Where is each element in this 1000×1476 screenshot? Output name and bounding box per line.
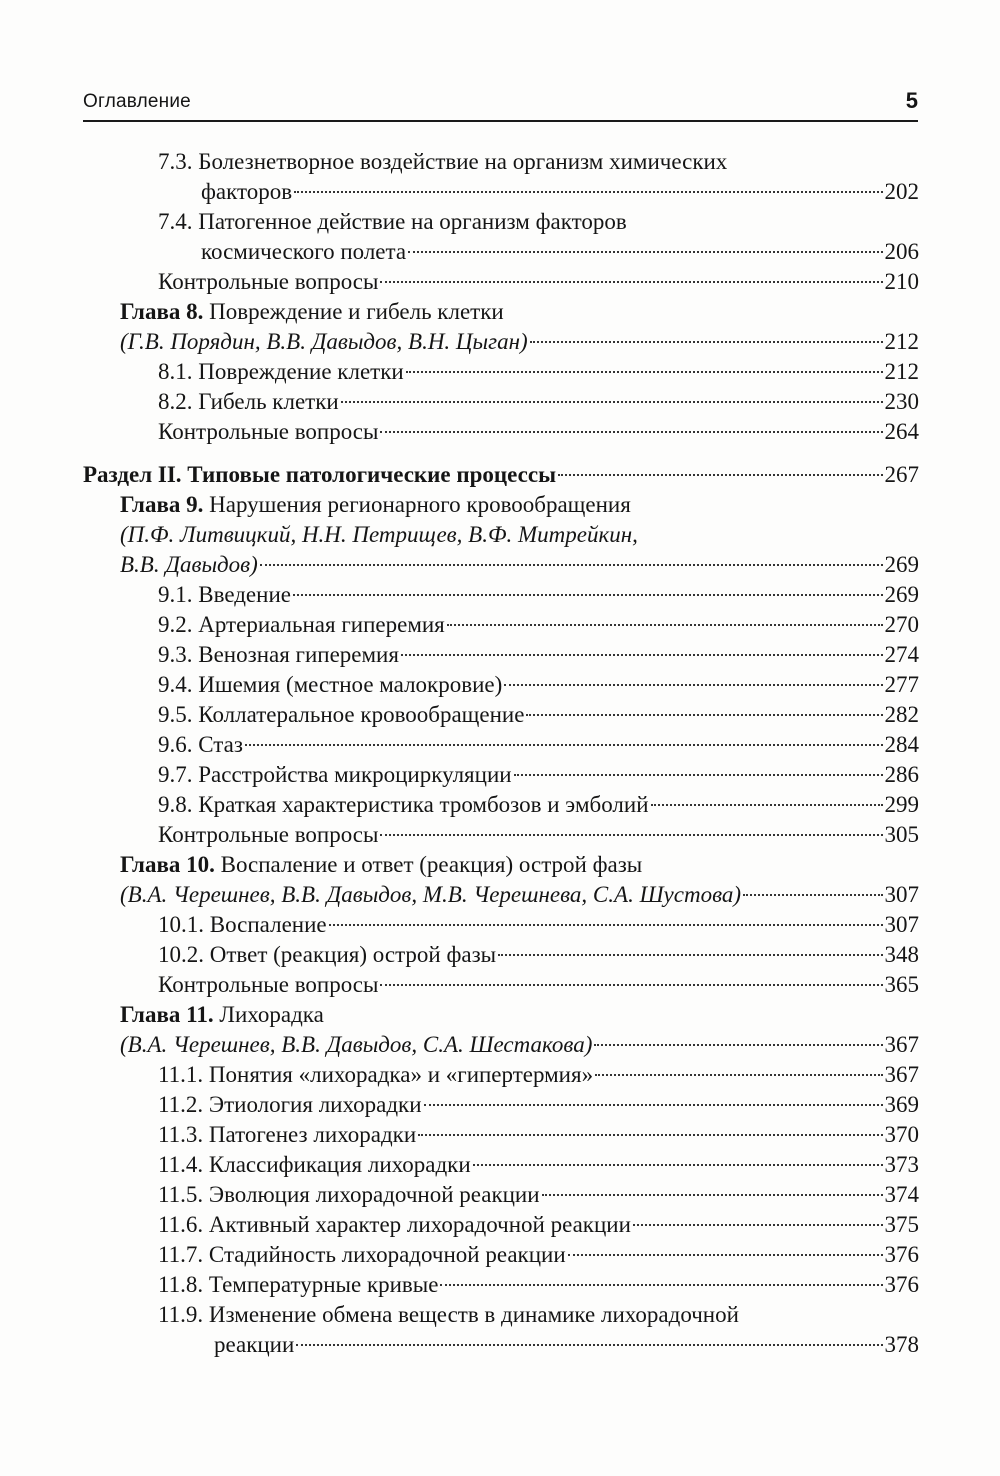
chapter-authors: В.В. Давыдов) bbox=[120, 552, 258, 577]
dot-leader bbox=[245, 744, 883, 746]
chapter-label: Глава 11. bbox=[120, 1002, 214, 1027]
toc-title: реакции bbox=[214, 1332, 295, 1357]
dot-leader bbox=[514, 774, 883, 776]
toc-page: 376 bbox=[884, 1242, 919, 1267]
toc-entry[interactable] bbox=[201, 177, 919, 207]
toc-number: 8.1. bbox=[158, 359, 193, 384]
toc-entry[interactable] bbox=[158, 730, 919, 760]
toc-page: 274 bbox=[884, 642, 919, 667]
toc-page: 369 bbox=[884, 1092, 919, 1117]
toc-number: 9.4. bbox=[158, 672, 193, 697]
toc-page: 299 bbox=[884, 792, 919, 817]
toc-title: Этиология лихорадки bbox=[208, 1092, 422, 1117]
toc-entry[interactable] bbox=[158, 610, 919, 640]
dot-leader bbox=[447, 624, 883, 626]
dot-leader bbox=[401, 654, 883, 656]
toc-number: 11.3. bbox=[158, 1122, 204, 1147]
toc-entry[interactable] bbox=[214, 1330, 919, 1360]
toc-entry[interactable] bbox=[158, 910, 919, 940]
dot-leader bbox=[418, 1134, 882, 1136]
toc-title: Стаз bbox=[198, 732, 243, 757]
toc-title: Артериальная гиперемия bbox=[198, 612, 445, 637]
toc-entry[interactable] bbox=[201, 237, 919, 267]
toc-title: Классификация лихорадки bbox=[208, 1152, 471, 1177]
toc-page: 230 bbox=[884, 389, 919, 414]
toc-page: 202 bbox=[884, 179, 919, 204]
toc-title: Ишемия (местное малокровие) bbox=[198, 672, 503, 697]
toc-line bbox=[158, 207, 627, 237]
toc-number: 11.7. bbox=[158, 1242, 204, 1267]
toc-title: Болезнетворное воздействие на организм химических bbox=[198, 149, 728, 174]
dot-leader bbox=[260, 564, 883, 566]
toc-entry[interactable] bbox=[120, 880, 919, 910]
toc-part-heading[interactable] bbox=[83, 460, 919, 490]
chapter-title: Воспаление и ответ (реакция) острой фазы bbox=[220, 852, 643, 877]
toc-page: 284 bbox=[884, 732, 919, 757]
toc-entry[interactable] bbox=[158, 1270, 919, 1300]
toc-number: 11.2. bbox=[158, 1092, 204, 1117]
toc-number: 11.1. bbox=[158, 1062, 204, 1087]
toc-page: 206 bbox=[884, 239, 919, 264]
toc-title: Эволюция лихорадочной реакции bbox=[208, 1182, 540, 1207]
toc-title: Температурные кривые bbox=[208, 1272, 439, 1297]
dot-leader bbox=[526, 714, 882, 716]
dot-leader bbox=[651, 804, 883, 806]
toc-number: 11.6. bbox=[158, 1212, 204, 1237]
dot-leader bbox=[380, 834, 882, 836]
toc-title: Ответ (реакция) острой фазы bbox=[209, 942, 497, 967]
toc-line bbox=[158, 1300, 739, 1330]
toc-page: 210 bbox=[884, 269, 919, 294]
toc-page: 277 bbox=[884, 672, 919, 697]
dot-leader bbox=[558, 474, 882, 476]
toc-title: Венозная гиперемия bbox=[198, 642, 399, 667]
dot-leader bbox=[542, 1194, 883, 1196]
dot-leader bbox=[594, 1044, 882, 1046]
dot-leader bbox=[633, 1224, 883, 1226]
toc-page: 264 bbox=[884, 419, 919, 444]
toc-number: 9.5. bbox=[158, 702, 193, 727]
toc-number: 9.1. bbox=[158, 582, 193, 607]
dot-leader bbox=[406, 371, 883, 373]
toc-title: Контрольные вопросы bbox=[158, 972, 379, 997]
chapter-title: Лихорадка bbox=[219, 1002, 324, 1027]
dot-leader bbox=[440, 1284, 882, 1286]
toc-entry[interactable] bbox=[158, 760, 919, 790]
dot-leader bbox=[408, 251, 882, 253]
toc-entry[interactable] bbox=[120, 550, 919, 580]
toc-page: 367 bbox=[884, 1032, 919, 1057]
toc-page: 375 bbox=[884, 1212, 919, 1237]
toc-entry[interactable] bbox=[120, 1030, 919, 1060]
toc-number: 9.6. bbox=[158, 732, 193, 757]
toc-number: 9.2. bbox=[158, 612, 193, 637]
dot-leader bbox=[498, 954, 882, 956]
toc-entry[interactable] bbox=[158, 820, 919, 850]
toc-entry[interactable] bbox=[120, 327, 919, 357]
toc-number: 7.3. bbox=[158, 149, 193, 174]
toc-entry[interactable] bbox=[158, 970, 919, 1000]
toc-title: Коллатеральное кровообращение bbox=[198, 702, 525, 727]
toc-title: Активный характер лихорадочной реакции bbox=[208, 1212, 631, 1237]
toc-entry[interactable] bbox=[158, 1180, 919, 1210]
toc-page: 373 bbox=[884, 1152, 919, 1177]
dot-leader bbox=[504, 684, 882, 686]
toc-page: 212 bbox=[884, 359, 919, 384]
toc-number: 9.3. bbox=[158, 642, 193, 667]
toc-chapter-heading[interactable] bbox=[120, 490, 631, 520]
dot-leader bbox=[743, 894, 882, 896]
toc-entry[interactable] bbox=[158, 640, 919, 670]
toc-title: факторов bbox=[201, 179, 293, 204]
toc-chapter-heading[interactable] bbox=[120, 297, 504, 327]
toc-entry[interactable] bbox=[158, 387, 919, 417]
toc-number: 11.5. bbox=[158, 1182, 204, 1207]
toc-entry[interactable] bbox=[158, 1210, 919, 1240]
toc-title: Стадийность лихорадочной реакции bbox=[208, 1242, 566, 1267]
toc-entry[interactable] bbox=[158, 1150, 919, 1180]
toc-number: 8.2. bbox=[158, 389, 193, 414]
dot-leader bbox=[595, 1074, 882, 1076]
chapter-authors: (В.А. Черешнев, В.В. Давыдов, М.В. Черешнева, С.А. Шустова) bbox=[120, 882, 742, 907]
toc-entry[interactable] bbox=[158, 1120, 919, 1150]
toc-entry[interactable] bbox=[158, 1090, 919, 1120]
toc-title: Изменение обмена веществ в динамике лихорадочной bbox=[208, 1302, 739, 1327]
toc-title: космического полета bbox=[201, 239, 407, 264]
toc-number: 11.9. bbox=[158, 1302, 204, 1327]
toc-page: 305 bbox=[884, 822, 919, 847]
toc-entry[interactable] bbox=[158, 670, 919, 700]
toc-chapter-heading[interactable] bbox=[120, 1000, 324, 1030]
toc-page: 374 bbox=[884, 1182, 919, 1207]
dot-leader bbox=[424, 1104, 883, 1106]
chapter-title: Повреждение и гибель клетки bbox=[209, 299, 504, 324]
dot-leader bbox=[473, 1164, 883, 1166]
dot-leader bbox=[530, 341, 883, 343]
toc-page: 378 bbox=[884, 1332, 919, 1357]
toc-number: 7.4. bbox=[158, 209, 193, 234]
toc-number: 10.1. bbox=[158, 912, 204, 937]
toc-page: 269 bbox=[884, 582, 919, 607]
chapter-label: Глава 9. bbox=[120, 492, 204, 517]
toc-page: 307 bbox=[884, 882, 919, 907]
chapter-authors: (Г.В. Порядин, В.В. Давыдов, В.Н. Цыган) bbox=[120, 329, 528, 354]
toc-title: Понятия «лихорадка» и «гипертермия» bbox=[208, 1062, 594, 1087]
toc-title: Патогенез лихорадки bbox=[208, 1122, 417, 1147]
dot-leader bbox=[380, 984, 882, 986]
toc-number: 9.8. bbox=[158, 792, 193, 817]
toc-chapter-heading[interactable] bbox=[120, 850, 642, 880]
toc-entry[interactable] bbox=[158, 580, 919, 610]
toc-page: 212 bbox=[884, 329, 919, 354]
toc-title: Гибель клетки bbox=[198, 389, 339, 414]
dot-leader bbox=[296, 1344, 882, 1346]
dot-leader bbox=[329, 924, 883, 926]
dot-leader bbox=[380, 281, 882, 283]
toc-title: Патогенное действие на организм факторов bbox=[198, 209, 627, 234]
toc-entry[interactable] bbox=[158, 417, 919, 447]
toc-page: 370 bbox=[884, 1122, 919, 1147]
toc-page: 286 bbox=[884, 762, 919, 787]
toc-number: 9.7. bbox=[158, 762, 193, 787]
page-number: 5 bbox=[905, 88, 918, 113]
chapter-authors: (П.Ф. Литвицкий, Н.Н. Петрищев, В.Ф. Митрейкин, bbox=[120, 522, 638, 547]
running-header-title: Оглавление bbox=[83, 91, 191, 112]
toc-title: Контрольные вопросы bbox=[158, 269, 379, 294]
toc-page: 270 bbox=[884, 612, 919, 637]
toc-entry[interactable] bbox=[158, 357, 919, 387]
toc-title: Расстройства микроциркуляции bbox=[198, 762, 512, 787]
chapter-label: Глава 8. bbox=[120, 299, 204, 324]
running-header bbox=[83, 88, 918, 122]
toc-entry[interactable] bbox=[158, 700, 919, 730]
dot-leader bbox=[341, 401, 883, 403]
toc-entry[interactable] bbox=[158, 940, 919, 970]
toc-title: Повреждение клетки bbox=[198, 359, 404, 384]
dot-leader bbox=[380, 431, 882, 433]
toc-page: 348 bbox=[884, 942, 919, 967]
toc-title: Введение bbox=[198, 582, 291, 607]
toc-title: Краткая характеристика тромбозов и эмболий bbox=[198, 792, 649, 817]
toc-title: Воспаление bbox=[209, 912, 327, 937]
toc-page: 269 bbox=[884, 552, 919, 577]
toc-title: Контрольные вопросы bbox=[158, 822, 379, 847]
chapter-label: Глава 10. bbox=[120, 852, 215, 877]
toc-page: 365 bbox=[884, 972, 919, 997]
toc-page: 367 bbox=[884, 1062, 919, 1087]
dot-leader bbox=[294, 191, 882, 193]
toc-page: 282 bbox=[884, 702, 919, 727]
toc-page: 267 bbox=[884, 462, 919, 487]
toc-entry[interactable] bbox=[158, 1060, 919, 1090]
toc-entry[interactable] bbox=[158, 1240, 919, 1270]
toc-number: 10.2. bbox=[158, 942, 204, 967]
toc-number: 11.8. bbox=[158, 1272, 204, 1297]
chapter-title: Нарушения регионарного кровообращения bbox=[209, 492, 631, 517]
dot-leader bbox=[568, 1254, 883, 1256]
part-title: Раздел II. Типовые патологические процессы bbox=[83, 462, 557, 487]
toc-entry[interactable] bbox=[158, 267, 919, 297]
dot-leader bbox=[293, 594, 883, 596]
toc-page: 307 bbox=[884, 912, 919, 937]
toc-title: Контрольные вопросы bbox=[158, 419, 379, 444]
toc-line bbox=[158, 147, 727, 177]
toc-entry[interactable] bbox=[158, 790, 919, 820]
toc-page: 376 bbox=[884, 1272, 919, 1297]
toc-number: 11.4. bbox=[158, 1152, 204, 1177]
chapter-authors: (В.А. Черешнев, В.В. Давыдов, С.А. Шестакова) bbox=[120, 1032, 593, 1057]
